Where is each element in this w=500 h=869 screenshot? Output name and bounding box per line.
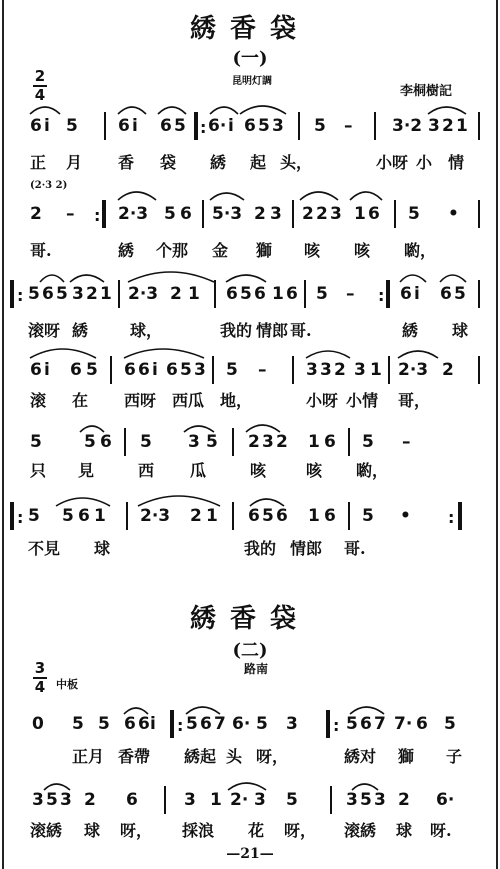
note: 6 (126, 790, 138, 810)
note: 2 (248, 432, 260, 452)
lyric: 正月 (72, 747, 105, 766)
lyric: 西 (138, 461, 155, 480)
note: 5 (66, 116, 78, 136)
note: i (132, 116, 138, 136)
lyric: 西瓜 (172, 391, 205, 410)
lyrics-song2-row1 (0, 744, 500, 768)
note: 2 (30, 204, 42, 224)
lyric: 头 (226, 747, 243, 766)
note: 5 (314, 116, 326, 136)
note: 6 (138, 360, 150, 380)
note: 5 (86, 360, 98, 380)
note: 6 (440, 284, 452, 304)
note: 3 (286, 714, 298, 734)
repeat-dots: : (17, 286, 24, 305)
lyric: 小 (416, 153, 433, 172)
lyric: 香 (118, 153, 135, 172)
note: 6 (124, 360, 136, 380)
lyric: 呀， (284, 821, 317, 840)
note: 5 (316, 284, 328, 304)
note: 6 (138, 714, 150, 734)
note: – (346, 284, 355, 304)
note: 5 (444, 714, 456, 734)
note: 1 (100, 284, 112, 304)
staff-row1 (0, 110, 500, 140)
note: 5 (98, 714, 110, 734)
time-top: 3 (34, 659, 46, 677)
note: 5 (360, 790, 372, 810)
note: 3 (188, 432, 200, 452)
note: 2·3 (140, 506, 171, 526)
note: 6 (254, 284, 266, 304)
note: 3 (270, 204, 282, 224)
note: 5 (226, 360, 238, 380)
song1-title: 綉香袋 (189, 14, 310, 44)
note: 1 (456, 116, 468, 136)
staff-row3 (0, 278, 500, 308)
note: 1 (370, 360, 382, 380)
note: • (400, 506, 411, 526)
barline (214, 280, 216, 308)
lyric: 正 (30, 153, 47, 172)
barline (232, 428, 234, 456)
time-top: 2 (34, 67, 46, 85)
note: 2 (334, 360, 346, 380)
lyric: 球 (84, 821, 101, 840)
note: 6 (276, 506, 288, 526)
note: 3 (306, 360, 318, 380)
lyric: 採浪 (182, 821, 215, 840)
lyric: 咳 (306, 461, 323, 480)
lyric: 滚綉 (30, 821, 63, 840)
staff-song2-row2 (0, 784, 500, 814)
note: 5 (186, 714, 198, 734)
repeat-dots: : (17, 508, 24, 527)
lyrics-row4 (0, 388, 500, 412)
lyric: 个那 (156, 241, 189, 260)
lyric: 哥， (398, 391, 431, 410)
note: 6 (30, 116, 42, 136)
repeat-dots: : (448, 508, 455, 527)
note: 6 (324, 506, 336, 526)
lyric: 綉起 (184, 747, 217, 766)
note: 2 (302, 204, 314, 224)
note: 2·3 (128, 284, 159, 304)
note: 6 (160, 116, 172, 136)
lyric: 月 (66, 153, 83, 172)
barline (110, 356, 112, 384)
note: 6 (118, 116, 130, 136)
staff-row4 (0, 354, 500, 384)
time-bottom: 4 (34, 86, 46, 104)
lyric: 哥. (344, 539, 366, 558)
note: 7· (394, 714, 413, 734)
note: 6 (400, 284, 412, 304)
barline (292, 356, 294, 384)
note: 2 (254, 204, 266, 224)
note: 1 (206, 506, 218, 526)
lyric: 我的 (220, 321, 253, 340)
note: 3 (320, 360, 332, 380)
lyric: 情郎 (256, 321, 289, 340)
barline (478, 200, 480, 228)
note: 3 (428, 116, 440, 136)
lyric: 情郎 (290, 539, 323, 558)
time-bottom: 4 (34, 678, 46, 696)
repeat-dots: : (333, 716, 340, 735)
note: 6· (208, 116, 227, 136)
note: 5 (258, 116, 270, 136)
note: 3 (194, 360, 206, 380)
lyric: 呀， (120, 821, 153, 840)
song2-title: 綉香袋 (189, 604, 310, 634)
lyric: 香帶 (118, 747, 151, 766)
repeat-barline (458, 502, 462, 530)
staff-row2 (0, 198, 500, 228)
note: 2·3 (398, 360, 429, 380)
barline (126, 502, 128, 530)
lyric: 小呀 (306, 391, 339, 410)
note: 3 (32, 790, 44, 810)
repeat-barline (326, 710, 330, 738)
note: i (44, 116, 50, 136)
note: 1 (308, 506, 320, 526)
note: 6 (200, 714, 212, 734)
page-number: —21— (226, 846, 274, 862)
barline (124, 428, 126, 456)
note: 2 (398, 790, 410, 810)
barline (388, 356, 390, 384)
note: 6 (324, 432, 336, 452)
note: 5 (84, 432, 96, 452)
note: 1 (94, 506, 106, 526)
lyric: 不見 (28, 539, 61, 558)
lyric: 地， (220, 391, 253, 410)
note: – (66, 204, 75, 224)
note: 6· (232, 714, 251, 734)
lyric: 小呀 (376, 153, 409, 172)
note: 2 (170, 284, 182, 304)
lyric: 球 (452, 321, 469, 340)
note: 3 (272, 116, 284, 136)
barline (478, 112, 480, 140)
barline (164, 786, 166, 814)
song2-number: (二) (232, 640, 268, 661)
lyric: 綉 (118, 241, 135, 260)
song1-number: (一) (232, 48, 268, 69)
lyric: 球 (396, 821, 413, 840)
note: 5 (28, 506, 40, 526)
barline (298, 112, 300, 140)
note: 5 (408, 204, 420, 224)
lyric: 球， (130, 321, 163, 340)
lyric: 子 (446, 747, 463, 766)
lyric: 見 (78, 461, 95, 480)
note: 5 (30, 432, 42, 452)
note: 1 (308, 432, 320, 452)
lyric: 瓜 (190, 461, 207, 480)
song2-tempo: 中板 (56, 678, 78, 691)
lyric: 呀. (430, 821, 452, 840)
lyric: 咳 (304, 241, 321, 260)
note: 1 (188, 284, 200, 304)
barline (232, 502, 234, 530)
lyric: 滚 (30, 391, 47, 410)
note: 6· (436, 790, 455, 810)
lyric: 咳 (250, 461, 267, 480)
note: 5 (362, 506, 374, 526)
note: 5 (286, 790, 298, 810)
note: • (448, 204, 459, 224)
lyric: 綉 (210, 153, 227, 172)
repeat-dots: : (378, 286, 385, 305)
note: 6 (70, 360, 82, 380)
lyric: 呀， (256, 747, 289, 766)
note: 3 (374, 790, 386, 810)
note: 3 (354, 360, 366, 380)
note: 5 (56, 284, 68, 304)
lyric: 在 (72, 391, 89, 410)
lyric: 喲， (404, 241, 437, 260)
note: 6 (166, 360, 178, 380)
lyric: 滚綉 (344, 821, 377, 840)
note: 2 (442, 360, 454, 380)
note: i (228, 116, 234, 136)
barline (478, 356, 480, 384)
barline (202, 200, 204, 228)
repeat-barline (10, 280, 14, 308)
note: 6 (248, 506, 260, 526)
note: 5 (174, 116, 186, 136)
barline (394, 200, 396, 228)
lyric: 花 (248, 821, 265, 840)
barline (348, 502, 350, 530)
note: 6 (368, 204, 380, 224)
lyric: 滚呀 (28, 321, 61, 340)
lyrics-row5 (0, 458, 500, 482)
note: 5 (362, 432, 374, 452)
note: – (402, 432, 411, 452)
note: 3 (60, 790, 72, 810)
barline (118, 280, 120, 308)
barline (104, 112, 106, 140)
lyric: 綉 (402, 321, 419, 340)
note: 6 (360, 714, 372, 734)
note: 6 (42, 284, 54, 304)
barline (304, 280, 306, 308)
note: 3 (262, 432, 274, 452)
lyric: 獅 (256, 241, 273, 260)
staff-row6 (0, 500, 500, 530)
lyric: 我的 (244, 539, 277, 558)
note: 2 (316, 204, 328, 224)
lyric: 喲， (356, 461, 389, 480)
note: 0 (32, 714, 44, 734)
barline (292, 200, 294, 228)
note: 3 (72, 284, 84, 304)
note: 6 (78, 506, 90, 526)
note: 5 (262, 506, 274, 526)
note: 6 (100, 432, 112, 452)
note: – (344, 116, 353, 136)
note: 5 (140, 432, 152, 452)
note: 3 (184, 790, 196, 810)
repeat-dots: : (177, 716, 184, 735)
note: 5 (180, 360, 192, 380)
lyric: 哥. (290, 321, 312, 340)
note: 5 (164, 204, 176, 224)
lyrics-row2 (0, 238, 500, 262)
note: 6 (286, 284, 298, 304)
note: 5 (346, 714, 358, 734)
note: 5 (454, 284, 466, 304)
note: 2·3 (118, 204, 149, 224)
note: 3 (330, 204, 342, 224)
lyrics-song2-row2 (0, 818, 500, 842)
note: 6 (226, 284, 238, 304)
repeat-dots: : (94, 206, 101, 225)
note: 5 (72, 714, 84, 734)
note: 6 (180, 204, 192, 224)
note: 7 (214, 714, 226, 734)
lyrics-row1 (0, 150, 500, 174)
note: 2 (190, 506, 202, 526)
note: 5 (240, 284, 252, 304)
lyric: 咳 (354, 241, 371, 260)
note: 5 (62, 506, 74, 526)
note: 6 (244, 116, 256, 136)
barline (478, 280, 480, 308)
note: 1 (272, 284, 284, 304)
barline (348, 428, 350, 456)
note: 6 (30, 360, 42, 380)
barline (330, 786, 332, 814)
lyric: 球 (94, 539, 111, 558)
note: 6 (124, 714, 136, 734)
repeat-dots: : (200, 118, 207, 137)
song1-author: 李桐樹記 (400, 84, 453, 99)
note: 1 (210, 790, 222, 810)
note: 5 (46, 790, 58, 810)
note: 5 (256, 714, 268, 734)
lyric: 起 (250, 153, 267, 172)
song2-time-signature (33, 659, 47, 696)
repeat-barline (194, 112, 198, 140)
lyric: 綉 (72, 321, 89, 340)
note: 2 (276, 432, 288, 452)
lyric: 情 (448, 153, 465, 172)
lyrics-row6 (0, 536, 500, 560)
lyric: 只 (30, 461, 47, 480)
lyric: 头， (280, 153, 313, 172)
repeat-barline (386, 280, 390, 308)
note: 5 (206, 432, 218, 452)
lyric: 哥. (30, 241, 52, 260)
staff-row5 (0, 426, 500, 456)
lyric: 袋 (160, 153, 177, 172)
note: – (258, 360, 267, 380)
note: i (150, 714, 156, 734)
note: 3·2 (392, 116, 423, 136)
note: 5·3 (212, 204, 243, 224)
note: 6 (416, 714, 428, 734)
barline (212, 356, 214, 384)
note: 2 (84, 790, 96, 810)
grace-notes: (2·3 2) (30, 180, 68, 191)
repeat-barline (170, 710, 174, 738)
note: i (152, 360, 158, 380)
barline (374, 112, 376, 140)
note: i (414, 284, 420, 304)
lyric: 金 (212, 241, 229, 260)
staff-song2-row1 (0, 708, 500, 738)
note: 1 (354, 204, 366, 224)
lyric: 西呀 (124, 391, 157, 410)
note: 5 (28, 284, 40, 304)
note: 3 (346, 790, 358, 810)
lyric: 獅 (398, 747, 415, 766)
note: i (44, 360, 50, 380)
note: 2· (230, 790, 249, 810)
note: 3 (254, 790, 266, 810)
note: 2 (86, 284, 98, 304)
note: 2 (442, 116, 454, 136)
repeat-barline (102, 200, 106, 228)
lyric: 小情 (346, 391, 379, 410)
song1-tune: 昆明灯調 (232, 76, 272, 87)
lyric: 綉对 (344, 747, 377, 766)
note: 7 (374, 714, 386, 734)
repeat-barline (10, 502, 14, 530)
song2-tune: 路南 (244, 662, 269, 676)
